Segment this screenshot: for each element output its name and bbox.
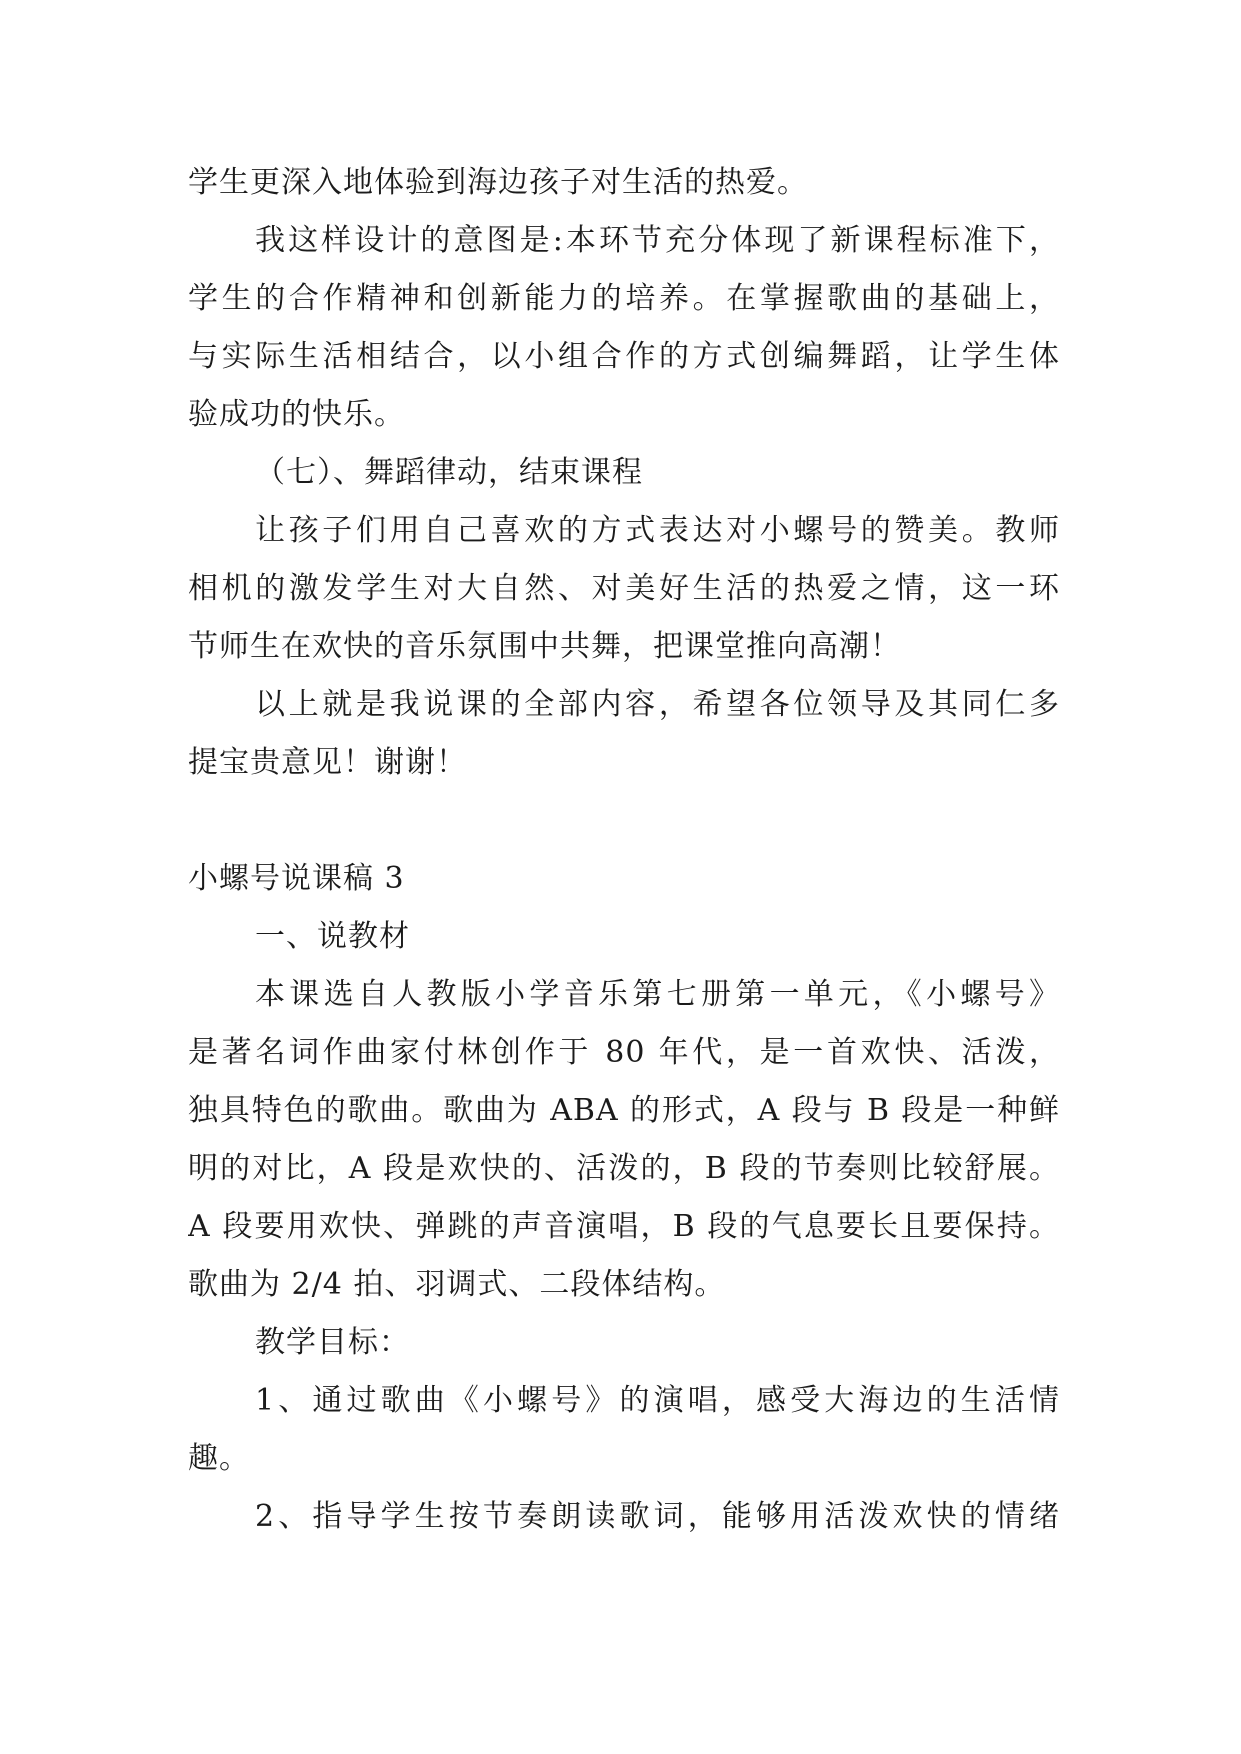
objectives-label: 教学目标： <box>255 1325 410 1360</box>
blank-line <box>188 792 1060 850</box>
paragraph-line: 提宝贵意见！谢谢！ <box>188 745 467 780</box>
objective-item <box>188 1372 1060 1488</box>
paragraph-line: 相机的激发学生对大自然、对美好生活的热爱之情，这一环 <box>188 571 1060 606</box>
paragraph-line: A 段要用欢快、弹跳的声音演唱，B 段的气息要长且要保持。 <box>188 1209 1060 1244</box>
paragraph-line: 与实际生活相结合，以小组合作的方式创编舞蹈，让学生体 <box>188 339 1060 374</box>
paragraph-line: 本课选自人教版小学音乐第七册第一单元，《小螺号》 <box>255 977 1060 1012</box>
paragraph-line: 1、通过歌曲《小螺号》的演唱，感受大海边的生活情 <box>255 1383 1060 1418</box>
paragraph-line: 以上就是我说课的全部内容，希望各位领导及其同仁多 <box>255 687 1060 722</box>
paragraph-line: 歌曲为 2/4 拍、羽调式、二段体结构。 <box>188 1267 726 1302</box>
paragraph-line: 学生更深入地体验到海边孩子对生活的热爱。 <box>188 165 808 200</box>
paragraph-line: 趣。 <box>188 1441 250 1476</box>
document-title: 小螺号说课稿 3 <box>188 861 405 896</box>
paragraph <box>188 676 1060 792</box>
paragraph-line: 验成功的快乐。 <box>188 397 405 432</box>
paragraph <box>188 966 1060 1314</box>
section-heading: （七）、舞蹈律动，结束课程 <box>255 455 643 490</box>
paragraph-line: 我这样设计的意图是:本环节充分体现了新课程标准下， <box>255 223 1060 258</box>
paragraph <box>188 154 1060 212</box>
objective-item <box>188 1488 1060 1546</box>
paragraph-line: 2、指导学生按节奏朗读歌词，能够用活泼欢快的情绪 <box>255 1499 1060 1534</box>
text-column <box>188 154 1060 1546</box>
paragraph-line: 明的对比，A 段是欢快的、活泼的，B 段的节奏则比较舒展。 <box>188 1151 1060 1186</box>
paragraph-line: 独具特色的歌曲。歌曲为 ABA 的形式，A 段与 B 段是一种鲜 <box>188 1093 1060 1128</box>
section-heading: 一、说教材 <box>255 919 410 954</box>
paragraph <box>188 212 1060 444</box>
paragraph-line: 让孩子们用自己喜欢的方式表达对小螺号的赞美。教师 <box>255 513 1060 548</box>
paragraph-line: 是著名词作曲家付林创作于 80 年代，是一首欢快、活泼， <box>188 1035 1060 1070</box>
paragraph <box>188 502 1060 676</box>
paragraph-line: 节师生在欢快的音乐氛围中共舞，把课堂推向高潮！ <box>188 629 901 664</box>
paragraph-line: 学生的合作精神和创新能力的培养。在掌握歌曲的基础上， <box>188 281 1060 316</box>
